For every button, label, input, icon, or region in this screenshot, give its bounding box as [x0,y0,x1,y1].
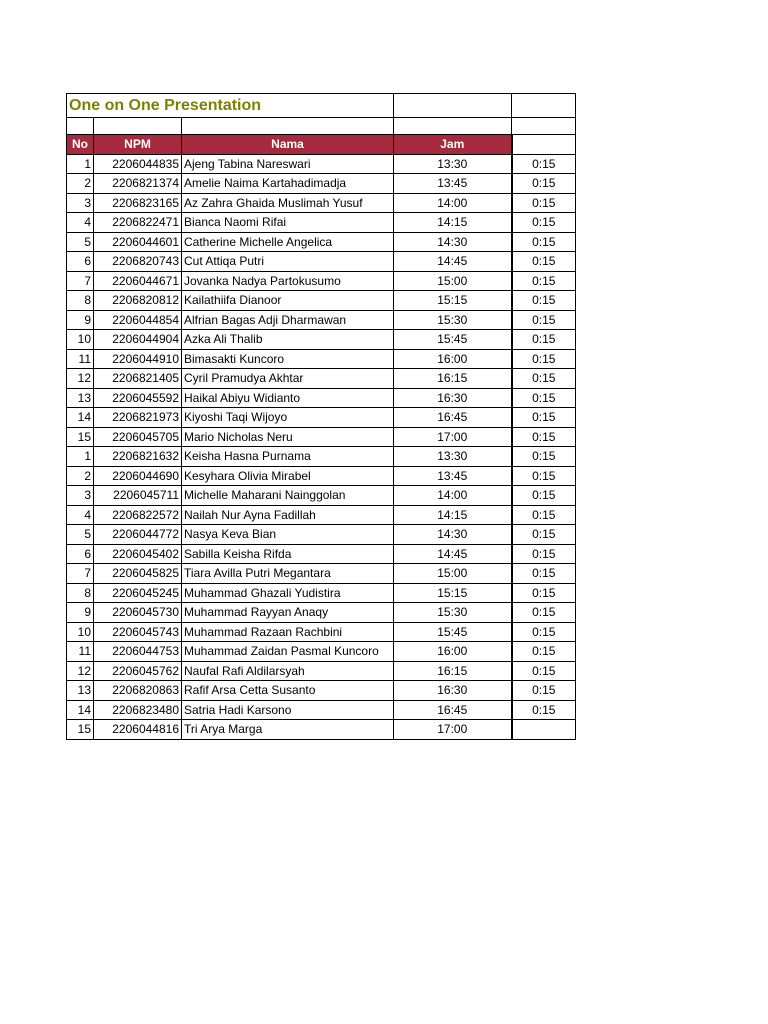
cell-jam: 14:00 [394,486,512,506]
cell-no: 9 [67,603,94,623]
cell-jam: 14:45 [394,544,512,564]
cell-no: 6 [67,252,94,272]
cell-nama: Kailathiifa Dianoor [182,291,394,311]
cell-npm: 2206820812 [94,291,182,311]
cell-nama: Kiyoshi Taqi Wijoyo [182,408,394,428]
cell-nama: Amelie Naima Kartahadimadja [182,174,394,194]
cell-jam: 13:30 [394,447,512,467]
cell-nama: Michelle Maharani Nainggolan [182,486,394,506]
table-row [67,466,576,486]
cell-durasi: 0:15 [512,291,576,311]
cell-durasi: 0:15 [512,369,576,389]
cell-npm: 2206821374 [94,174,182,194]
cell-npm: 2206045825 [94,564,182,584]
cell-npm: 2206821405 [94,369,182,389]
cell-npm: 2206044753 [94,642,182,662]
cell-npm: 2206045592 [94,388,182,408]
cell-no: 14 [67,408,94,428]
cell-no: 6 [67,544,94,564]
table-row [67,427,576,447]
blank-cell [67,118,94,135]
table-row [67,486,576,506]
cell-jam: 16:00 [394,349,512,369]
table-row [67,505,576,525]
cell-jam: 16:00 [394,642,512,662]
cell-jam: 15:45 [394,330,512,350]
cell-nama: Satria Hadi Karsono [182,700,394,720]
cell-durasi: 0:15 [512,681,576,701]
cell-durasi: 0:15 [512,349,576,369]
cell-npm: 2206044601 [94,232,182,252]
table-row [67,349,576,369]
cell-nama: Azka Ali Thalib [182,330,394,350]
cell-no: 8 [67,291,94,311]
table-row [67,564,576,584]
cell-nama: Naufal Rafi Aldilarsyah [182,661,394,681]
cell-durasi: 0:15 [512,486,576,506]
cell-durasi: 0:15 [512,408,576,428]
cell-nama: Bimasakti Kuncoro [182,349,394,369]
cell-durasi: 0:15 [512,388,576,408]
cell-jam: 16:30 [394,681,512,701]
cell-npm: 2206820743 [94,252,182,272]
cell-npm: 2206045743 [94,622,182,642]
cell-no: 9 [67,310,94,330]
cell-nama: Rafif Arsa Cetta Susanto [182,681,394,701]
cell-jam: 15:00 [394,564,512,584]
cell-no: 15 [67,427,94,447]
cell-nama: Muhammad Ghazali Yudistira [182,583,394,603]
cell-no: 10 [67,622,94,642]
cell-jam: 15:30 [394,603,512,623]
cell-jam: 14:00 [394,193,512,213]
cell-no: 14 [67,700,94,720]
cell-durasi: 0:15 [512,622,576,642]
cell-durasi: 0:15 [512,505,576,525]
cell-npm: 2206823165 [94,193,182,213]
cell-nama: Mario Nicholas Neru [182,427,394,447]
blank-cell [182,118,394,135]
table-row [67,388,576,408]
table-row [67,252,576,272]
table-row [67,661,576,681]
cell-durasi [512,720,576,740]
cell-no: 1 [67,447,94,467]
cell-jam: 15:30 [394,310,512,330]
cell-durasi: 0:15 [512,661,576,681]
header-row [67,135,576,155]
cell-nama: Haikal Abiyu Widianto [182,388,394,408]
cell-no: 3 [67,486,94,506]
cell-no: 10 [67,330,94,350]
table-row [67,622,576,642]
table-row [67,193,576,213]
header-nama: Nama [182,135,394,155]
cell-jam: 15:00 [394,271,512,291]
cell-npm: 2206044854 [94,310,182,330]
table-row [67,603,576,623]
cell-durasi: 0:15 [512,193,576,213]
cell-jam: 16:45 [394,700,512,720]
table-row [67,271,576,291]
title-row [67,94,576,118]
cell-durasi: 0:15 [512,213,576,233]
cell-no: 2 [67,174,94,194]
cell-nama: Cyril Pramudya Akhtar [182,369,394,389]
cell-npm: 2206822471 [94,213,182,233]
cell-nama: Muhammad Rayyan Anaqy [182,603,394,623]
table-row [67,291,576,311]
cell-no: 12 [67,661,94,681]
cell-nama: Alfrian Bagas Adji Dharmawan [182,310,394,330]
cell-npm: 2206821632 [94,447,182,467]
cell-jam: 14:30 [394,232,512,252]
cell-durasi: 0:15 [512,525,576,545]
cell-jam: 16:15 [394,369,512,389]
cell-jam: 13:30 [394,154,512,174]
cell-npm: 2206821973 [94,408,182,428]
cell-durasi: 0:15 [512,154,576,174]
cell-durasi: 0:15 [512,310,576,330]
cell-durasi: 0:15 [512,466,576,486]
cell-jam: 16:30 [394,388,512,408]
table-row [67,720,576,740]
cell-durasi: 0:15 [512,544,576,564]
cell-nama: Az Zahra Ghaida Muslimah Yusuf [182,193,394,213]
cell-npm: 2206045705 [94,427,182,447]
cell-durasi: 0:15 [512,174,576,194]
cell-durasi: 0:15 [512,564,576,584]
cell-jam: 14:45 [394,252,512,272]
table-row [67,310,576,330]
cell-no: 11 [67,349,94,369]
cell-durasi: 0:15 [512,271,576,291]
cell-no: 7 [67,564,94,584]
table-row [67,700,576,720]
cell-nama: Tri Arya Marga [182,720,394,740]
blank-cell [394,118,512,135]
cell-npm: 2206044816 [94,720,182,740]
table-row [67,447,576,467]
cell-nama: Sabilla Keisha Rifda [182,544,394,564]
cell-nama: Muhammad Razaan Rachbini [182,622,394,642]
blank-cell [94,118,182,135]
cell-no: 15 [67,720,94,740]
sheet-body [67,94,576,740]
cell-jam: 13:45 [394,466,512,486]
cell-npm: 2206044772 [94,525,182,545]
cell-npm: 2206045245 [94,583,182,603]
header-npm: NPM [94,135,182,155]
sheet-title: One on One Presentation [67,94,394,118]
table-row [67,681,576,701]
table-row [67,213,576,233]
cell-npm: 2206044835 [94,154,182,174]
cell-npm: 2206044690 [94,466,182,486]
table-row [67,232,576,252]
table-row [67,154,576,174]
cell-jam: 17:00 [394,720,512,740]
cell-jam: 15:45 [394,622,512,642]
cell-no: 8 [67,583,94,603]
table-row [67,408,576,428]
cell-jam: 15:15 [394,583,512,603]
cell-nama: Muhammad Zaidan Pasmal Kuncoro [182,642,394,662]
cell-npm: 2206045402 [94,544,182,564]
cell-jam: 14:30 [394,525,512,545]
cell-no: 11 [67,642,94,662]
cell-npm: 2206820863 [94,681,182,701]
cell-npm: 2206044904 [94,330,182,350]
blank-row [67,118,576,135]
cell-durasi: 0:15 [512,583,576,603]
cell-durasi: 0:15 [512,232,576,252]
cell-nama: Kesyhara Olivia Mirabel [182,466,394,486]
table-row [67,642,576,662]
cell-npm: 2206044671 [94,271,182,291]
cell-no: 5 [67,525,94,545]
cell-no: 7 [67,271,94,291]
cell-jam: 16:45 [394,408,512,428]
schedule-sheet [66,93,576,740]
cell-npm: 2206044910 [94,349,182,369]
cell-durasi: 0:15 [512,330,576,350]
cell-no: 4 [67,505,94,525]
table-row [67,544,576,564]
cell-no: 13 [67,681,94,701]
header-empty-cell [512,135,576,155]
cell-jam: 14:15 [394,505,512,525]
cell-no: 5 [67,232,94,252]
cell-nama: Catherine Michelle Angelica [182,232,394,252]
blank-cell [512,118,576,135]
cell-nama: Ajeng Tabina Nareswari [182,154,394,174]
table-row [67,330,576,350]
cell-durasi: 0:15 [512,252,576,272]
cell-nama: Cut Attiqa Putri [182,252,394,272]
title-row-empty-cell [512,94,576,118]
cell-durasi: 0:15 [512,700,576,720]
cell-nama: Jovanka Nadya Partokusumo [182,271,394,291]
header-jam: Jam [394,135,512,155]
cell-no: 12 [67,369,94,389]
cell-jam: 17:00 [394,427,512,447]
cell-nama: Keisha Hasna Purnama [182,447,394,467]
cell-no: 2 [67,466,94,486]
cell-no: 13 [67,388,94,408]
cell-npm: 2206045711 [94,486,182,506]
table-row [67,525,576,545]
header-no: No [67,135,94,155]
table-row [67,369,576,389]
cell-no: 4 [67,213,94,233]
cell-nama: Nailah Nur Ayna Fadillah [182,505,394,525]
title-row-empty-cell [394,94,512,118]
cell-durasi: 0:15 [512,603,576,623]
cell-nama: Nasya Keva Bian [182,525,394,545]
cell-jam: 15:15 [394,291,512,311]
cell-jam: 13:45 [394,174,512,194]
cell-npm: 2206045730 [94,603,182,623]
cell-durasi: 0:15 [512,427,576,447]
table-row [67,583,576,603]
table-row [67,174,576,194]
cell-npm: 2206822572 [94,505,182,525]
cell-durasi: 0:15 [512,642,576,662]
cell-no: 1 [67,154,94,174]
cell-nama: Bianca Naomi Rifai [182,213,394,233]
cell-no: 3 [67,193,94,213]
cell-durasi: 0:15 [512,447,576,467]
cell-npm: 2206823480 [94,700,182,720]
cell-npm: 2206045762 [94,661,182,681]
cell-jam: 14:15 [394,213,512,233]
cell-jam: 16:15 [394,661,512,681]
cell-nama: Tiara Avilla Putri Megantara [182,564,394,584]
